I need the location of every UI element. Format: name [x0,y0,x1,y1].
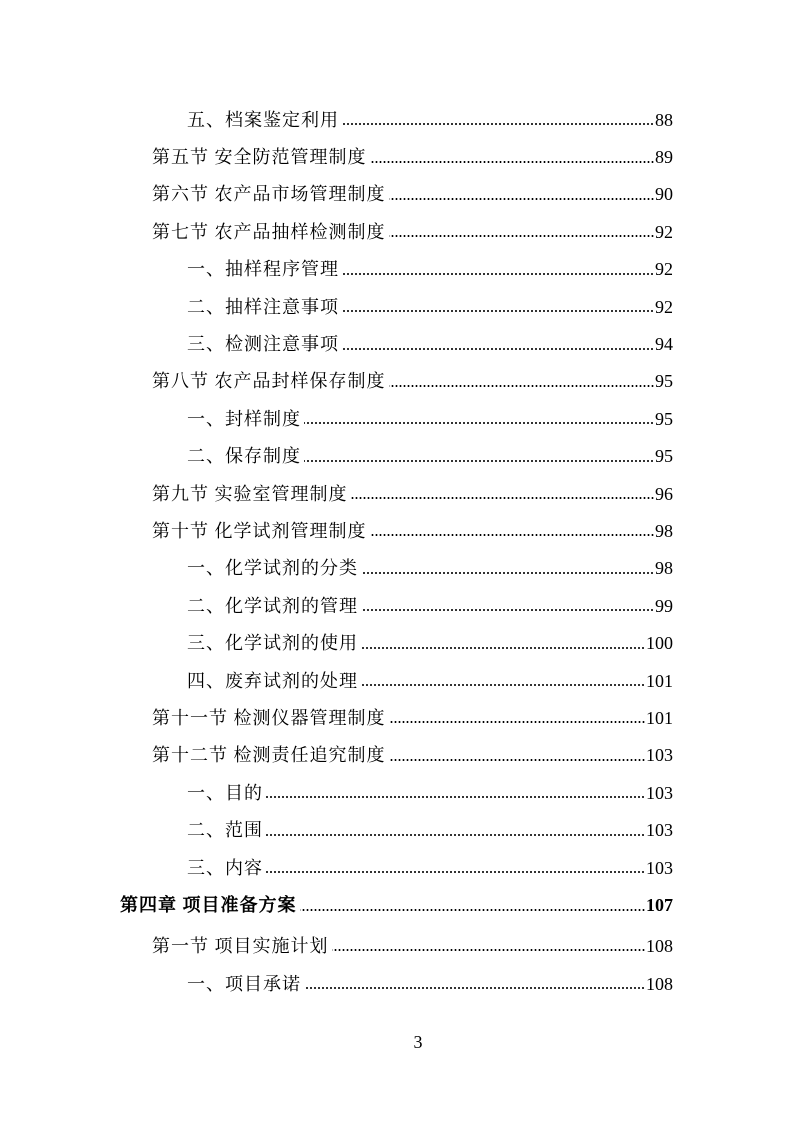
toc-entry-page: 94 [655,334,673,355]
dot-leader [266,795,645,799]
toc-subsection-entry[interactable] [0,662,673,699]
page-number: 3 [413,1032,423,1052]
toc-section-entry[interactable] [0,213,673,250]
dot-leader [361,608,654,612]
dot-leader [370,160,655,164]
toc-section-entry[interactable] [0,475,673,512]
dot-leader [304,986,645,990]
toc-section-entry[interactable] [0,737,673,774]
toc-entry-page: 88 [655,109,673,130]
toc-entry-page: 90 [655,184,673,205]
toc-entry-page: 100 [646,633,673,654]
dot-leader [342,272,654,276]
dot-leader [342,347,654,351]
dot-leader [361,646,645,650]
toc-entry-page: 95 [655,371,673,392]
toc-entry-page: 103 [646,857,673,878]
toc-section-entry[interactable] [0,699,673,736]
toc-entry-page: 95 [655,408,673,429]
toc-entry-page: 103 [646,745,673,766]
toc-entry-title: 四、废弃试剂的处理 [187,670,358,691]
toc-entry-title: 五、档案鉴定利用 [187,109,339,130]
dot-leader [266,833,645,837]
toc-subsection-entry[interactable] [0,400,673,437]
dot-leader [361,683,645,687]
toc-entry-page: 107 [646,895,673,916]
toc-entry-title: 第七节 农产品抽样检测制度 [152,221,386,242]
toc-subsection-entry[interactable] [0,965,673,1002]
toc-entry-title: 第一节 项目实施计划 [152,935,329,956]
toc-entry-page: 92 [655,259,673,280]
dot-leader [332,948,646,952]
dot-leader [300,908,646,912]
toc-entry-title: 二、抽样注意事项 [187,296,339,317]
dot-leader [389,720,646,724]
toc-section-entry[interactable] [0,363,673,400]
dot-leader [361,571,654,575]
dot-leader [389,384,655,388]
toc-entry-title: 第六节 农产品市场管理制度 [152,184,386,205]
toc-entry-page: 103 [646,782,673,803]
toc-entry-title: 一、项目承诺 [187,973,301,994]
toc-subsection-entry[interactable] [0,251,673,288]
toc-entry-page: 98 [655,520,673,541]
toc-entry-page: 108 [646,935,673,956]
toc-entry-page: 103 [646,820,673,841]
toc-entry-page: 96 [655,483,673,504]
toc-entry-title: 一、抽样程序管理 [187,259,339,280]
dot-leader [389,197,655,201]
toc-entry-title: 二、化学试剂的管理 [187,595,358,616]
toc-subsection-entry[interactable] [0,550,673,587]
toc-entry-title: 一、化学试剂的分类 [187,558,358,579]
dot-leader [389,758,646,762]
toc-subsection-entry[interactable] [0,849,673,886]
dot-leader [351,496,655,500]
toc-subsection-entry[interactable] [0,288,673,325]
dot-leader [266,870,645,874]
toc-section-entry[interactable] [0,138,673,175]
toc-entry-title: 第十二节 检测责任追究制度 [152,745,386,766]
toc-entry-page: 108 [646,973,673,994]
toc-entry-title: 三、化学试剂的使用 [187,633,358,654]
toc-entry-page: 89 [655,147,673,168]
toc-entry-title: 一、目的 [187,782,263,803]
toc-entry-title: 第十节 化学试剂管理制度 [152,520,367,541]
toc-entry-page: 95 [655,446,673,467]
toc-entry-title: 一、封样制度 [187,408,301,429]
toc-entry-title: 三、检测注意事项 [187,334,339,355]
toc-subsection-entry[interactable] [0,325,673,362]
toc-entry-title: 第四章 项目准备方案 [120,895,297,916]
toc-section-entry[interactable] [0,176,673,213]
toc-section-entry[interactable] [0,512,673,549]
toc-entry-title: 二、保存制度 [187,446,301,467]
toc-entry-title: 二、范围 [187,820,263,841]
toc-subsection-entry[interactable] [0,438,673,475]
toc-entry-page: 98 [655,558,673,579]
toc-subsection-entry[interactable] [0,774,673,811]
toc-entry-title: 第十一节 检测仪器管理制度 [152,707,386,728]
toc-section-entry[interactable] [0,926,673,965]
toc-entry-page: 92 [655,221,673,242]
dot-leader [389,234,655,238]
toc-entry-title: 第九节 实验室管理制度 [152,483,348,504]
table-of-contents [0,101,793,1003]
toc-entry-title: 三、内容 [187,857,263,878]
toc-entry-page: 101 [646,670,673,691]
dot-leader [370,533,655,537]
toc-entry-page: 99 [655,595,673,616]
toc-subsection-entry[interactable] [0,624,673,661]
dot-leader [342,122,654,126]
toc-subsection-entry[interactable] [0,811,673,848]
toc-entry-title: 第八节 农产品封样保存制度 [152,371,386,392]
toc-subsection-entry[interactable] [0,587,673,624]
dot-leader [342,309,654,313]
toc-chapter-entry[interactable] [0,885,673,925]
toc-subsection-entry[interactable] [0,101,673,138]
toc-entry-page: 101 [646,707,673,728]
toc-entry-page: 92 [655,296,673,317]
dot-leader [304,459,654,463]
dot-leader [304,421,654,425]
toc-entry-title: 第五节 安全防范管理制度 [152,147,367,168]
